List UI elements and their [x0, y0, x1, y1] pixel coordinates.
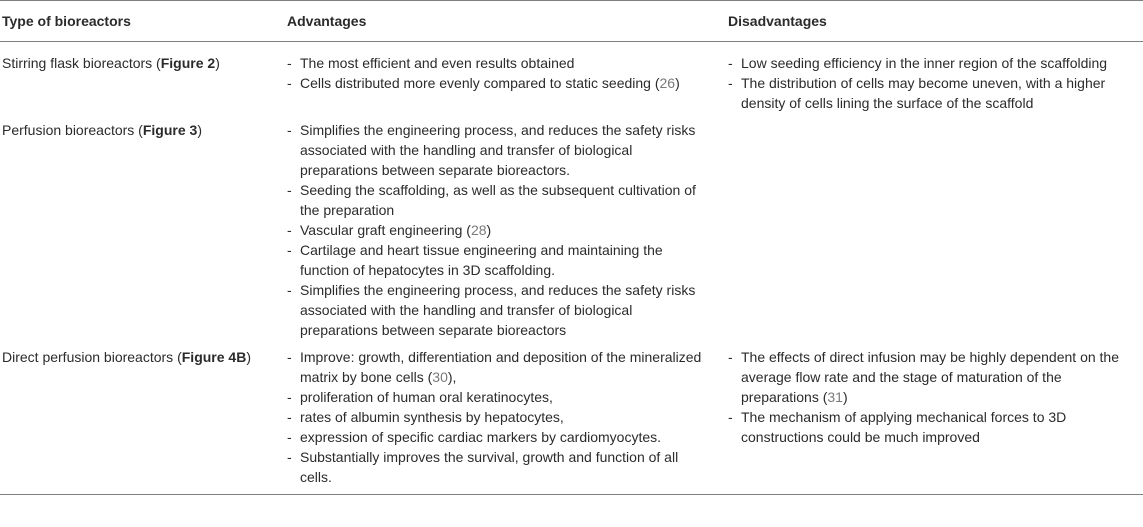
figure-ref: Figure 2 [160, 55, 216, 71]
bullet-text: Cartilage and heart tissue engineering and maintaining the function of hepatocytes in 3D scaffolding. [300, 242, 663, 278]
table-body [0, 42, 1143, 495]
advantages-list [287, 347, 710, 487]
table-row [0, 113, 1143, 340]
list-item [287, 447, 710, 487]
bioreactor-type-name: Stirring flask bioreactors ( [2, 55, 161, 71]
cell-type [0, 42, 285, 114]
bullet-text: proliferation of human oral keratinocytes, [300, 389, 553, 405]
list-item [287, 73, 710, 93]
table-header [0, 1, 1143, 42]
cell-advantages [285, 42, 726, 114]
list-item [728, 73, 1143, 113]
citation-ref: 26 [659, 75, 676, 91]
table-row [0, 42, 1143, 114]
disadvantages-list [728, 53, 1143, 113]
list-item [287, 280, 710, 340]
list-item [287, 347, 710, 387]
bullet-text: Improve: growth, differentiation and deposition of the mineralized matrix by bone cells ( [300, 349, 702, 385]
list-item [287, 427, 710, 447]
bullet-text: The most efficient and even results obtained [300, 55, 575, 71]
disadvantages-list [728, 347, 1143, 447]
list-item [287, 120, 710, 180]
bullet-text: Simplifies the engineering process, and reduces the safety risks associated with the handling and transfer of biological preparations between separate bioreactors [300, 282, 696, 338]
bullet-text: The effects of direct infusion may be highly dependent on the average flow rate and the stage of maturation of the preparations ( [741, 349, 1119, 405]
list-item [728, 407, 1143, 447]
bullet-text: Simplifies the engineering process, and reduces the safety risks associated with the handling and transfer of biological preparations between separate bioreactors. [300, 122, 696, 178]
list-item [287, 220, 710, 240]
header-disadvantages: Disadvantages [726, 1, 1143, 42]
advantages-list [287, 53, 710, 93]
header-row [0, 1, 1143, 42]
bullet-text: The mechanism of applying mechanical forces to 3D constructions could be much improved [741, 409, 1067, 445]
advantages-list [287, 120, 710, 340]
bullet-text: expression of specific cardiac markers by cardiomyocytes. [300, 429, 662, 445]
bullet-text: Cells distributed more evenly compared to static seeding ( [300, 75, 660, 91]
list-item [287, 180, 710, 220]
list-item [287, 407, 710, 427]
bioreactor-type-name: Direct perfusion bioreactors ( [2, 349, 182, 365]
bullet-text: The distribution of cells may become uneven, with a higher density of cells lining the surface of the scaffold [741, 75, 1106, 111]
cell-disadvantages [726, 113, 1143, 340]
citation-ref: 28 [470, 222, 487, 238]
list-item [728, 53, 1143, 73]
header-type: Type of bioreactors [0, 1, 285, 42]
cell-disadvantages [726, 340, 1143, 495]
bullet-text-close: ) [675, 75, 680, 91]
table-row [0, 340, 1143, 495]
figure-ref: Figure 3 [142, 122, 198, 138]
header-advantages: Advantages [285, 1, 726, 42]
bullet-text: rates of albumin synthesis by hepatocytes, [300, 409, 564, 425]
cell-type [0, 340, 285, 495]
bullet-text-close: ) [842, 389, 848, 405]
bullet-text: Seeding the scaffolding, as well as the subsequent cultivation of the preparation [300, 182, 696, 218]
bullet-text: Vascular graft engineering ( [300, 222, 471, 238]
citation-ref: 31 [827, 389, 843, 405]
bioreactor-type-name: Perfusion bioreactors ( [2, 122, 143, 138]
list-item [287, 53, 710, 73]
cell-advantages [285, 340, 726, 495]
bullet-text-close: ), [447, 369, 457, 385]
citation-ref: 30 [432, 369, 448, 385]
cell-advantages [285, 113, 726, 340]
bullet-text: Substantially improves the survival, growth and function of all cells. [300, 449, 679, 485]
list-item [287, 387, 710, 407]
bioreactor-type-close: ) [246, 349, 251, 365]
bioreactor-type-close: ) [197, 122, 202, 138]
list-item [287, 240, 710, 280]
bioreactor-type-close: ) [215, 55, 220, 71]
bullet-text: Low seeding efficiency in the inner region of the scaffolding [741, 55, 1108, 71]
list-item [728, 347, 1143, 407]
figure-ref: Figure 4B [181, 349, 247, 365]
cell-type [0, 113, 285, 340]
cell-disadvantages [726, 42, 1143, 114]
bullet-text-close: ) [486, 222, 492, 238]
